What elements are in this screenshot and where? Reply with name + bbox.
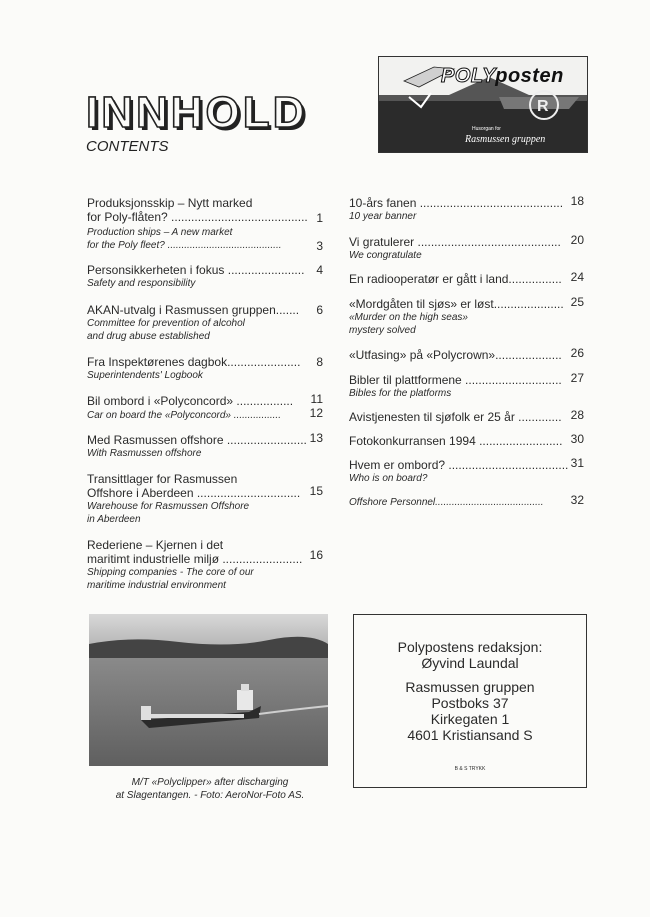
entry-title: Personsikkerheten i fokus .......................: [87, 263, 305, 277]
page-number: 6: [316, 303, 323, 317]
caption-line: M/T «Polyclipper» after discharging: [131, 777, 289, 788]
toc-entry: [349, 235, 584, 262]
page-number: 16: [309, 548, 323, 562]
entry-title: Med Rasmussen offshore ........................: [87, 433, 307, 447]
entry-title: 10-års fanen ...........................................: [349, 196, 564, 210]
ship-photo: [89, 614, 328, 766]
toc-entry: [87, 538, 323, 592]
entry-subtitle: Shipping companies - The core of our: [87, 567, 254, 578]
entry-title: Transittlager for Rasmussen: [87, 472, 238, 486]
editorial-company: Rasmussen gruppen: [405, 679, 535, 695]
entry-subtitle: 10 year banner: [349, 211, 417, 222]
page-number: 4: [316, 263, 323, 277]
entry-title: Offshore i Aberdeen ...............................: [87, 486, 301, 500]
page-number: 24: [570, 270, 584, 284]
page-number: 15: [309, 484, 323, 498]
page-number: 3: [316, 239, 323, 253]
logo-title-posten: posten: [495, 65, 564, 87]
page-number: 1: [316, 211, 323, 225]
toc-entry: [349, 297, 584, 337]
page-number: 25: [570, 295, 584, 309]
entry-subtitle: Safety and responsibility: [87, 278, 196, 289]
entry-subtitle: Bibles for the platforms: [349, 388, 452, 399]
entry-subtitle: With Rasmussen offshore: [87, 448, 202, 459]
page-number: 20: [570, 233, 584, 247]
ship-illustration: [89, 614, 328, 766]
page-number: 13: [309, 431, 323, 445]
toc-entry: [349, 434, 584, 448]
entry-title: «Mordgåten til sjøs» er løst.....................: [349, 297, 564, 311]
svg-text:R: R: [537, 98, 549, 115]
photo-caption: [60, 776, 360, 802]
toc-entry: [87, 303, 323, 343]
toc-entry: [87, 196, 323, 224]
toc-entry: [349, 410, 584, 424]
editorial-postbox: Postboks 37: [431, 695, 509, 711]
entry-title: Bil ombord i «Polyconcord» .................: [87, 394, 294, 408]
toc-right: [349, 196, 584, 516]
entry-subtitle: mystery solved: [349, 325, 416, 336]
entry-title: Hvem er ombord? ....................................: [349, 458, 569, 472]
entry-title: «Utfasing» på «Polycrown»....................: [349, 348, 562, 362]
page-heading: INNHOLD: [86, 88, 308, 137]
entry-title: Vi gratulerer ...........................................: [349, 235, 561, 249]
entry-title: Bibler til plattformene .............................: [349, 373, 562, 387]
entry-subtitle: Superintendents' Logbook: [87, 370, 203, 381]
caption-line: at Slagentangen. - Foto: AeroNor-Foto AS.: [115, 790, 305, 801]
toc-entry: [87, 472, 323, 526]
toc-entry: [349, 458, 584, 485]
toc-entry: [349, 373, 584, 400]
toc-entry: [87, 394, 323, 408]
page-number: 18: [570, 194, 584, 208]
toc-entry: [349, 348, 584, 362]
entry-subtitle: Warehouse for Rasmussen Offshore: [87, 501, 250, 512]
logo-company: Rasmussen gruppen: [465, 134, 546, 145]
page-number: 26: [570, 346, 584, 360]
toc-entry: [349, 493, 584, 509]
page-number: 28: [570, 408, 584, 422]
printer-credit: B & S TRYKK: [454, 766, 486, 772]
editorial-box: [353, 614, 587, 788]
toc-entry: [87, 406, 323, 422]
editorial-city: 4601 Kristiansand S: [407, 727, 533, 743]
entry-subtitle: Who is on board?: [349, 473, 428, 484]
editor-name: Øyvind Laundal: [421, 655, 519, 671]
toc-left: [87, 196, 323, 596]
entry-subtitle: «Murder on the high seas»: [349, 312, 468, 323]
entry-title: for Poly-flåten? .........................................: [87, 210, 308, 224]
polyposten-logo: [378, 56, 588, 153]
page-number: 8: [316, 355, 323, 369]
entry-subtitle: Production ships – A new market: [87, 227, 233, 238]
editorial-street: Kirkegaten 1: [430, 711, 510, 727]
entry-title: Avistjenesten til sjøfolk er 25 år .............: [349, 410, 562, 424]
page-number: 31: [570, 456, 584, 470]
entry-title: En radiooperatør er gått i land................: [349, 272, 562, 286]
page-number: 27: [570, 371, 584, 385]
entry-title: AKAN-utvalg i Rasmussen gruppen.......: [87, 303, 300, 317]
page-number: 30: [570, 432, 584, 446]
entry-title: maritimt industrielle miljø ........................: [87, 552, 303, 566]
entry-title: Fra Inspektørenes dagbok......................: [87, 355, 301, 369]
entry-subtitle: Committee for prevention of alcohol: [87, 318, 245, 329]
logo-title: [441, 65, 564, 88]
toc-entry: [87, 226, 323, 252]
toc-entry: [349, 272, 584, 286]
toc-entry: [87, 355, 323, 382]
entry-subtitle: maritime industrial environment: [87, 580, 226, 591]
entry-subtitle: Car on board the «Polyconcord» .................: [87, 410, 281, 421]
page-number: 11: [310, 392, 323, 406]
toc-entry: [87, 433, 323, 460]
logo-small-text: Husorgan for: [472, 126, 501, 132]
logo-title-poly: POLY: [441, 65, 496, 87]
toc-entry: [349, 196, 584, 223]
editorial-heading: Polypostens redaksjon:: [397, 639, 543, 655]
page-number: 12: [309, 406, 323, 420]
entry-title: Fotokonkurransen 1994 .........................: [349, 434, 563, 448]
entry-title: Produksjonsskip – Nytt marked: [87, 196, 253, 210]
entry-subtitle: for the Poly fleet? .........................................: [87, 240, 282, 251]
entry-subtitle: in Aberdeen: [87, 514, 141, 525]
entry-title: Rederiene – Kjernen i det: [87, 538, 224, 552]
page-subheading: CONTENTS: [86, 138, 169, 155]
entry-subtitle: Offshore Personnel.......................................: [349, 497, 544, 508]
page-number: 32: [570, 493, 584, 507]
entry-subtitle: and drug abuse established: [87, 331, 210, 342]
toc-entry: [87, 263, 323, 290]
entry-subtitle: We congratulate: [349, 250, 422, 261]
